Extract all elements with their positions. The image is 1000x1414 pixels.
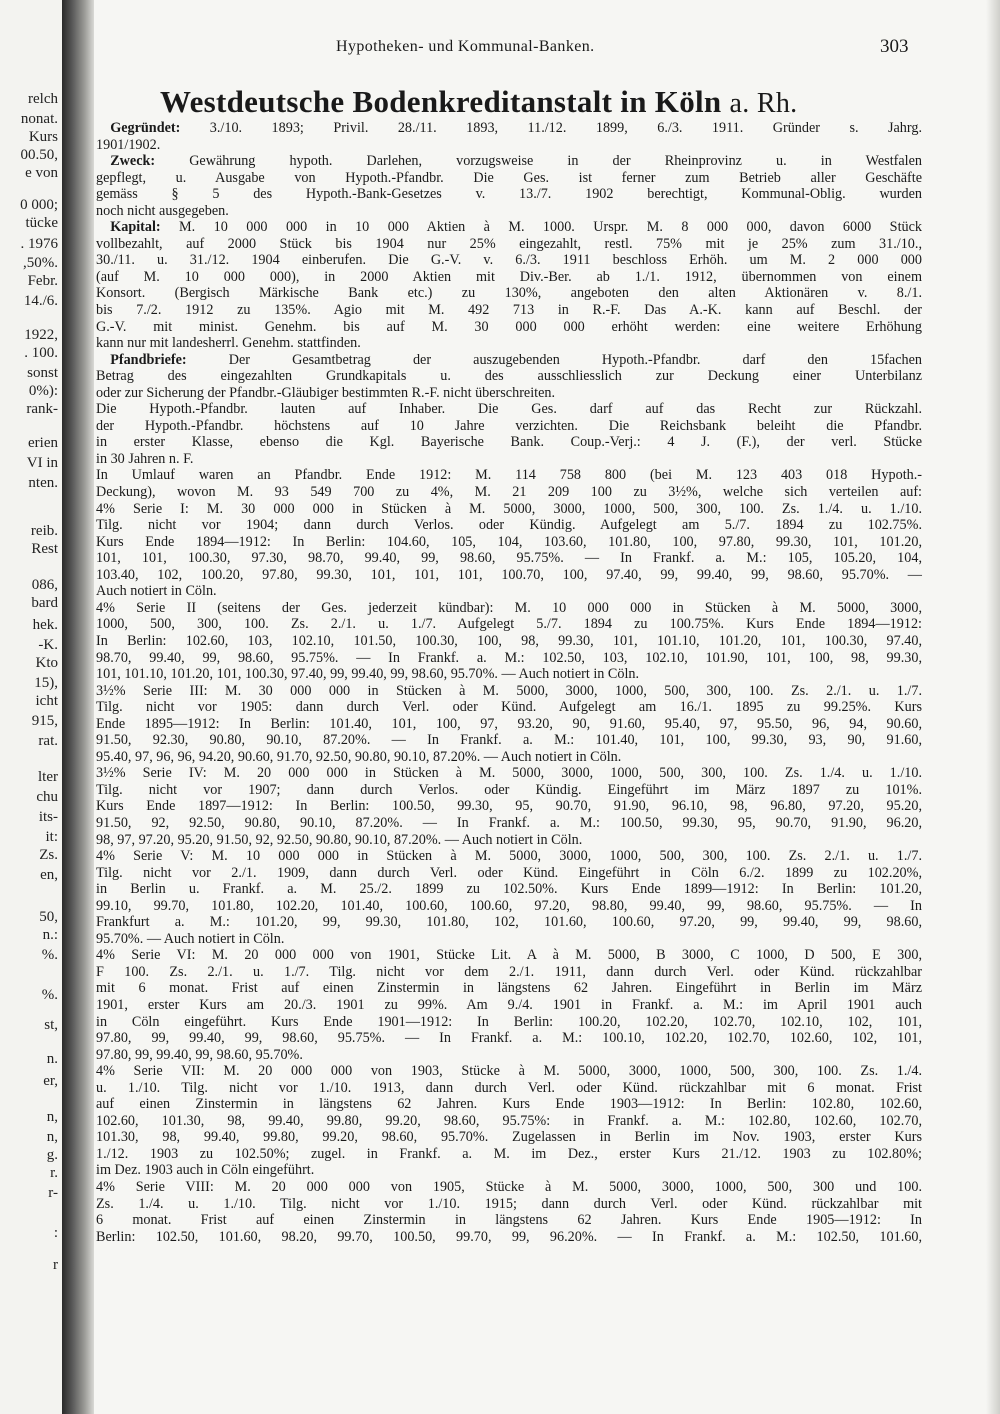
line-text: Konsort. (Bergisch Märkische Bank etc.) zu 130%, angeboten den alten Aktionären v. 8./1. — [96, 285, 922, 302]
left-page-fragment: Rest — [31, 541, 58, 557]
line-text: 1901, erster Kurs am 20./3. 1901 zu 99%. Am 9./4. 1901 in Frankf. a. M.: im April 1901 auch — [96, 996, 922, 1013]
left-page-fragment: en, — [40, 867, 58, 883]
text-line — [96, 418, 922, 435]
left-page-fragment: chu — [36, 789, 58, 805]
text-line — [96, 1113, 922, 1130]
line-text: 97.80, 99, 99.40, 99, 98.60, 95.70%. — [96, 1046, 303, 1063]
article-title-main: Westdeutsche Bodenkreditanstalt in Köln — [160, 84, 722, 119]
text-line — [96, 484, 922, 501]
text-line — [96, 434, 922, 451]
line-text: der Hypoth.-Pfandbr. höchstens auf 10 Jahre verzichten. Die Reichsbank beleiht die Pfandbr. — [96, 417, 922, 434]
left-page-fragment: icht — [35, 693, 58, 709]
text-line — [96, 269, 922, 286]
line-text: M. 10 000 000 in 10 000 Aktien à M. 1000. Urspr. M. 8 000 000, davon 6000 Stück — [160, 219, 922, 236]
line-text: in Berlin u. Frankf. a. M. 25./2. 1899 zu 102.50%. Kurs Ende 1899—1912: In Berlin: 101.20, — [96, 881, 922, 898]
line-text: Kurs Ende 1897—1912: In Berlin: 100.50, 99.30, 95, 90.70, 91.90, 96.10, 98, 96.80, 97.20, 95.20, — [96, 798, 922, 815]
text-line — [96, 252, 922, 269]
line-text: in 30 Jahren n. F. — [96, 450, 194, 467]
text-line — [96, 285, 922, 302]
line-text: Tilg. nicht vor 1904; dann durch Verlos. oder Kündig. Aufgelegt am 5./7. 1894 zu 102.75%. — [96, 517, 922, 534]
text-line — [96, 186, 922, 203]
left-page-fragment: nonat. — [20, 111, 58, 127]
text-line — [96, 600, 922, 617]
section-heading: Gegründet: — [96, 120, 181, 136]
left-page-fragment: Zs. — [39, 847, 58, 863]
text-line — [96, 1212, 922, 1229]
text-line — [96, 980, 922, 997]
left-page-fragment: its- — [38, 809, 58, 825]
text-line — [96, 616, 922, 633]
text-line — [96, 832, 922, 849]
left-page-fragment: hek. — [32, 617, 58, 633]
line-text: Tilg. nicht vor 1905: dann durch Verl. oder Künd. Aufgelegt am 16./1. 1895 zu 99.25%. Kurs — [96, 699, 922, 716]
line-text: 4% Serie VIII: M. 20 000 000 von 1905, Stücke à M. 5000, 3000, 1000, 500, 300 und 100. — [96, 1179, 922, 1195]
text-line — [96, 1196, 922, 1213]
text-line — [96, 782, 922, 799]
left-page-margin — [0, 0, 62, 1414]
text-line — [96, 1080, 922, 1097]
left-page-fragment: 0 000; — [20, 197, 58, 213]
text-line — [96, 236, 922, 253]
line-text: Tilg. nicht vor 1907; dann durch Verlos. oder Kündig. Eingeführt im März 1897 zu 101%. — [96, 781, 922, 798]
text-line — [96, 1030, 922, 1047]
left-page-fragment: : — [53, 1225, 58, 1241]
text-line — [96, 1229, 922, 1246]
left-page-fragment: 915, — [31, 713, 58, 729]
line-text: 101, 101.10, 101.20, 101, 100.30, 97.40, 99, 99.40, 99, 98.60, 95.70%. — Auch notiert in Cöln. — [96, 666, 640, 683]
line-text: gepflegt, u. Ausgabe von Hypoth.-Pfandbr. Die Ges. ist ferner zum Betrieb aller Geschäfte — [96, 169, 922, 186]
text-line — [96, 1162, 922, 1179]
left-page-fragment: nten. — [28, 475, 58, 491]
text-line — [96, 352, 922, 369]
line-text: Tilg. nicht vor 2./1. 1909, dann durch Verl. oder Künd. Eingeführt in Cöln 6./2. 1899 zu 102.20%, — [96, 864, 922, 881]
line-text: vollbezahlt, auf 2000 Stück bis 1904 nur 25% eingezahlt, restl. 75% mit je 25% zum 31./10., — [96, 235, 922, 252]
line-text: 30./11. u. 31./12. 1904 einberufen. Die G.-V. v. 6./3. 1911 beschloss Erhöh. um M. 2 000 000 — [96, 252, 922, 269]
line-text: 95.40, 97, 96, 96, 94.20, 90.60, 91.70, 92.50, 90.80, 90.10, 87.20%. — Auch notiert in Cöln. — [96, 748, 622, 765]
line-text: 4% Serie VI: M. 20 000 000 von 1901, Stücke Lit. A à M. 5000, B 3000, C 1000, D 500, E 300, — [96, 947, 922, 964]
left-page-fragment: rat. — [38, 733, 58, 749]
text-line — [96, 749, 922, 766]
left-page-fragment: Kto — [35, 655, 58, 671]
line-text: auf einen Zinstermin in längstens 62 Jahren. Kurs Ende 1903—1912: In Berlin: 102.80, 102.60, — [96, 1096, 922, 1113]
line-text: 4% Serie V: M. 10 000 000 in Stücken à M. 5000, 3000, 1000, 500, 300, 100. Zs. 2./1. u. 1./7. — [96, 848, 922, 865]
left-page-fragment: sonst — [27, 365, 58, 381]
left-page-fragment: %. — [41, 947, 58, 963]
line-text: (auf M. 10 000 000), in 2000 Aktien mit Div.-Ber. ab 1./1. 1912, übernommen von einem — [96, 268, 922, 285]
page-number: 303 — [880, 36, 909, 57]
line-text: gemäss § 5 des Hypoth.-Bank-Gesetzes v. 13./7. 1902 berechtigt, Kommunal-Oblig. wurden — [96, 186, 922, 203]
section-heading: Kapital: — [96, 219, 161, 236]
line-text: 99.10, 99.70, 101.80, 102.20, 101.40, 100.60, 100.60, 97.20, 98.80, 99.40, 99, 98.60, 95.75%. — In — [96, 897, 922, 914]
left-page-fragment: Febr. — [27, 273, 58, 289]
line-text: oder zur Sicherung der Pfandbr.-Gläubiger bestimmten R.-F. nicht überschreiten. — [96, 384, 556, 401]
left-page-fragment: er, — [43, 1073, 58, 1089]
left-page-fragment: 00.50, — [20, 147, 58, 163]
text-line — [96, 683, 922, 700]
line-text: 91.50, 92, 92.50, 90.80, 90.10, 87.20%. — In Frankf. a. M.: 100.50, 99.30, 95, 90.70, 91.90, 96.20, — [96, 814, 922, 831]
text-line — [96, 583, 922, 600]
text-line — [96, 1179, 922, 1196]
text-line — [96, 170, 922, 187]
left-page-fragment: Kurs — [28, 129, 58, 145]
left-page-fragment: ,50%. — [23, 255, 58, 271]
text-line — [96, 319, 922, 336]
line-text: 1901/1902. — [96, 136, 161, 153]
text-line — [96, 914, 922, 931]
line-text: Frankfurt a. M.: 101.20, 99, 99.30, 101.80, 102, 101.60, 100.60, 97.20, 99, 99.40, 99, 98.60, — [96, 914, 922, 931]
text-line — [96, 302, 922, 319]
article-title-suffix: a. Rh. — [729, 88, 798, 119]
line-text: im Dez. 1903 auch in Cöln eingeführt. — [96, 1162, 315, 1179]
left-page-fragment: lter — [38, 769, 58, 785]
left-page-fragment: e von — [25, 165, 58, 181]
line-text: in erster Klasse, ebenso die Kgl. Bayerische Bank. Coup.-Verj.: 4 J. (F.), der verl. Stücke — [96, 434, 922, 451]
line-text: 102.60, 101.30, 98, 99.40, 99.80, 99.20, 98.60, 95.75%: in Frankf. a. M.: 102.80, 102.60, 102.70, — [96, 1112, 922, 1129]
line-text: bis 7./2. 1912 zu 135%. Agio mit M. 492 713 in R.-F. Das A.-K. kann auf Beschl. der — [96, 302, 922, 319]
text-line — [96, 898, 922, 915]
left-page-fragment: %. — [41, 987, 58, 1003]
text-line — [96, 815, 922, 832]
text-line — [96, 385, 922, 402]
text-line — [96, 848, 922, 865]
line-text: 95.70%. — Auch notiert in Cöln. — [96, 930, 285, 947]
text-line — [96, 534, 922, 551]
left-page-fragment: VI in — [26, 455, 58, 471]
left-page-fragment: -K. — [38, 637, 58, 653]
line-text: 1000, 500, 300, 100. Zs. 2./1. u. 1./7. Aufgelegt 5./7. 1894 zu 100.75%. Kurs Ende 1894—1912: — [96, 616, 922, 633]
line-text: Betrag des eingezahlten Grundkapitals u. des ausschliesslich zur Deckung einer Unterbilanz — [96, 368, 922, 385]
left-page-fragment: n. — [46, 1051, 58, 1067]
line-text: 101, 101, 100.30, 97.30, 98.70, 99.40, 99, 98.60, 95.75%. — In Frankf. a. M.: 105, 105.20, 104, — [96, 550, 922, 567]
section-heading: Zweck: — [96, 153, 156, 170]
text-line — [96, 153, 922, 170]
line-text: noch nicht ausgegeben. — [96, 202, 229, 219]
line-text: kann nur mit landesherrl. Genehm. stattfinden. — [96, 335, 361, 352]
left-page-fragment: . 100. — [24, 345, 58, 361]
page-edge-shadow — [986, 0, 1000, 1414]
left-page-fragment: r — [53, 1257, 58, 1273]
line-text: 101.30, 98, 99.40, 99.80, 99.20, 98.60, 95.70%. Zugelassen in Berlin im Nov. 1903, erster Kurs — [96, 1129, 922, 1146]
text-line — [96, 219, 922, 236]
text-line — [96, 765, 922, 782]
text-line — [96, 699, 922, 716]
text-line — [96, 501, 922, 518]
line-text: 103.40, 102, 100.20, 97.80, 99.30, 101, 101, 101, 100.70, 100, 97.40, 99, 99.40, 99, 98.60, 95.70%. — — [96, 566, 922, 583]
line-text: 98, 97, 97.20, 95.20, 91.50, 92, 92.50, 90.80, 90.10, 87.20%. — Auch notiert in Cöln. — [96, 831, 583, 848]
left-page-fragment: n, — [46, 1109, 58, 1125]
text-line — [96, 550, 922, 567]
line-text: 1./12. 1903 zu 102.50%; zugel. in Frankf. a. M. im Dez., erster Kurs 21./12. 1903 zu 102.80%; — [96, 1145, 922, 1162]
left-page-fragment: g. — [46, 1147, 58, 1163]
book-gutter — [62, 0, 94, 1414]
text-line — [96, 633, 922, 650]
line-text: 91.50, 92.30, 90.80, 90.10, 87.20%. — In Frankf. a. M.: 101.40, 101, 100, 99.30, 93, 90, 91.60, — [96, 732, 922, 749]
left-page-fragment: tücke — [25, 215, 58, 231]
left-page-fragment: 15), — [34, 675, 58, 691]
text-line — [96, 1146, 922, 1163]
line-text: 6 monat. Frist auf einen Zinstermin in längstens 62 Jahren. Kurs Ende 1905—1912: In — [96, 1212, 922, 1229]
running-head: Hypotheken- und Kommunal-Banken. — [336, 38, 595, 55]
line-text: 4% Serie VII: M. 20 000 000 von 1903, Stücke à M. 5000, 3000, 1000, 500, 300, 100. Zs. 1./4. — [96, 1063, 922, 1080]
line-text: Die Hypoth.-Pfandbr. lauten auf Inhaber. Die Ges. darf auf das Recht zur Rückzahl. — [96, 401, 922, 418]
left-page-fragment: it: — [45, 829, 58, 845]
section-heading: Pfandbriefe: — [96, 351, 187, 368]
left-page-fragment: r- — [48, 1185, 58, 1201]
text-line — [96, 865, 922, 882]
text-line — [96, 931, 922, 948]
line-text: 3½% Serie III: M. 30 000 000 in Stücken à M. 5000, 3000, 1000, 500, 300, 100. Zs. 2./1. u. 1./7. — [96, 682, 922, 699]
text-line — [96, 997, 922, 1014]
text-line — [96, 451, 922, 468]
text-line — [96, 567, 922, 584]
text-line — [96, 650, 922, 667]
text-line — [96, 716, 922, 733]
text-line — [96, 947, 922, 964]
text-line — [96, 203, 922, 220]
line-text: in Cöln eingeführt. Kurs Ende 1901—1912: In Berlin: 100.20, 102.20, 102.70, 102.10, 102, 101, — [96, 1013, 922, 1030]
line-text: 3½% Serie IV: M. 20 000 000 in Stücken à M. 5000, 3000, 1000, 500, 300, 100. Zs. 1./4. u. 1./10. — [96, 765, 922, 782]
left-page-fragment: bard — [31, 595, 58, 611]
line-text: mit 6 monat. Frist auf einen Zinstermin in längstens 62 Jahren. Eingeführt in Berlin im März — [96, 980, 922, 997]
text-line — [96, 368, 922, 385]
line-text: Ende 1895—1912: In Berlin: 101.40, 101, 100, 97, 93.20, 90, 91.60, 95.40, 97, 95.50, 96, 94, 90.60, — [96, 715, 922, 732]
line-text: Der Gesamtbetrag der auszugebenden Hypoth.-Pfandbr. darf den 15fachen — [186, 351, 922, 368]
text-line — [96, 335, 922, 352]
text-line — [96, 666, 922, 683]
text-line — [96, 517, 922, 534]
line-text: G.-V. mit minist. Genehm. bis auf M. 30 000 000 erhöht werden: eine weitere Erhöhung — [96, 318, 922, 335]
text-line — [96, 467, 922, 484]
line-text: 3./10. 1893; Privil. 28./11. 1893, 11./12. 1899, 6./3. 1911. Gründer s. Jahrg. — [180, 120, 922, 136]
line-text: Gewährung hypoth. Darlehen, vorzugsweise in der Rheinprovinz u. in Westfalen — [155, 153, 922, 170]
left-page-fragment: erien — [28, 435, 58, 451]
left-page-fragment: 14./6. — [23, 293, 58, 309]
left-page-fragment: n.: — [42, 927, 58, 943]
text-line — [96, 1129, 922, 1146]
text-line — [96, 1014, 922, 1031]
line-text: Auch notiert in Cöln. — [96, 583, 217, 600]
left-page-fragment: 1922, — [24, 327, 58, 343]
line-text: 98.70, 99.40, 99, 98.60, 95.75%. — In Frankf. a. M.: 102.50, 103, 102.10, 101.90, 101, 100, 98, 99.30, — [96, 649, 922, 666]
line-text: F 100. Zs. 2./1. u. 1./7. Tilg. nicht vor dem 2./1. 1911, dann durch Verl. oder Künd. rückzahlbar — [96, 963, 922, 980]
text-line — [96, 1047, 922, 1064]
line-text: In Umlauf waren an Pfandbr. Ende 1912: M. 114 758 800 (bei M. 123 403 018 Hypoth.- — [96, 467, 922, 484]
article-title — [160, 84, 880, 120]
left-page-fragment: rank- — [26, 401, 58, 417]
text-line — [96, 964, 922, 981]
text-line — [96, 798, 922, 815]
line-text: Berlin: 102.50, 101.60, 98.20, 99.70, 100.50, 99.70, 99, 96.20%. — In Frankf. a. M.: 102.50, 101.60, — [96, 1228, 922, 1245]
left-page-fragment: 086, — [31, 577, 58, 593]
text-line — [96, 1096, 922, 1113]
line-text: u. 1./10. Tilg. nicht vor 1./10. 1913, dann durch Verl. oder Künd. rückzahlbar mit 6 monat. Frist — [96, 1079, 922, 1096]
line-text: Kurs Ende 1894—1912: In Berlin: 104.60, 105, 104, 103.60, 101.80, 100, 97.80, 99.30, 101, 101.20, — [96, 533, 922, 550]
left-page-fragment: 50, — [39, 909, 58, 925]
line-text: 4% Serie I: M. 30 000 000 in Stücken à M. 5000, 3000, 1000, 500, 300, 100. Zs. 1./4. u. 1./10. — [96, 500, 922, 517]
line-text: In Berlin: 102.60, 103, 102.10, 101.50, 100.30, 100, 98, 99.30, 101, 101.10, 101.20, 101, 100.30, 97.40, — [96, 632, 922, 649]
left-page-fragment: 0%): — [28, 383, 58, 399]
line-text: Deckung), wovon M. 93 549 700 zu 4%, M. 21 209 100 zu 3½%, welche sich verteilen auf: — [96, 484, 922, 501]
text-line — [96, 881, 922, 898]
line-text: 4% Serie II (seitens der Ges. jederzeit kündbar): M. 10 000 000 in Stücken à M. 5000, 3000, — [96, 599, 922, 616]
left-page-fragment: n, — [46, 1129, 58, 1145]
line-text: 97.80, 99, 99.40, 99, 98.60, 95.75%. — In Frankf. a. M.: 100.10, 102.20, 102.70, 102.60, 102, 101, — [96, 1030, 922, 1047]
left-page-fragment: st, — [44, 1017, 58, 1033]
text-line — [96, 1063, 922, 1080]
text-line — [96, 732, 922, 749]
text-line — [96, 120, 922, 137]
left-page-fragment: relch — [28, 91, 58, 107]
text-line — [96, 401, 922, 418]
left-page-fragment: r. — [50, 1165, 58, 1181]
article-body — [96, 120, 922, 1245]
line-text: Zs. 1./4. u. 1./10. Tilg. nicht vor 1./10. 1915; dann durch Verl. oder Künd. rückzahlbar mit — [96, 1195, 922, 1212]
left-page-fragment: reib. — [30, 523, 58, 539]
left-page-fragment: . 1976 — [20, 236, 58, 252]
text-line — [96, 137, 922, 154]
